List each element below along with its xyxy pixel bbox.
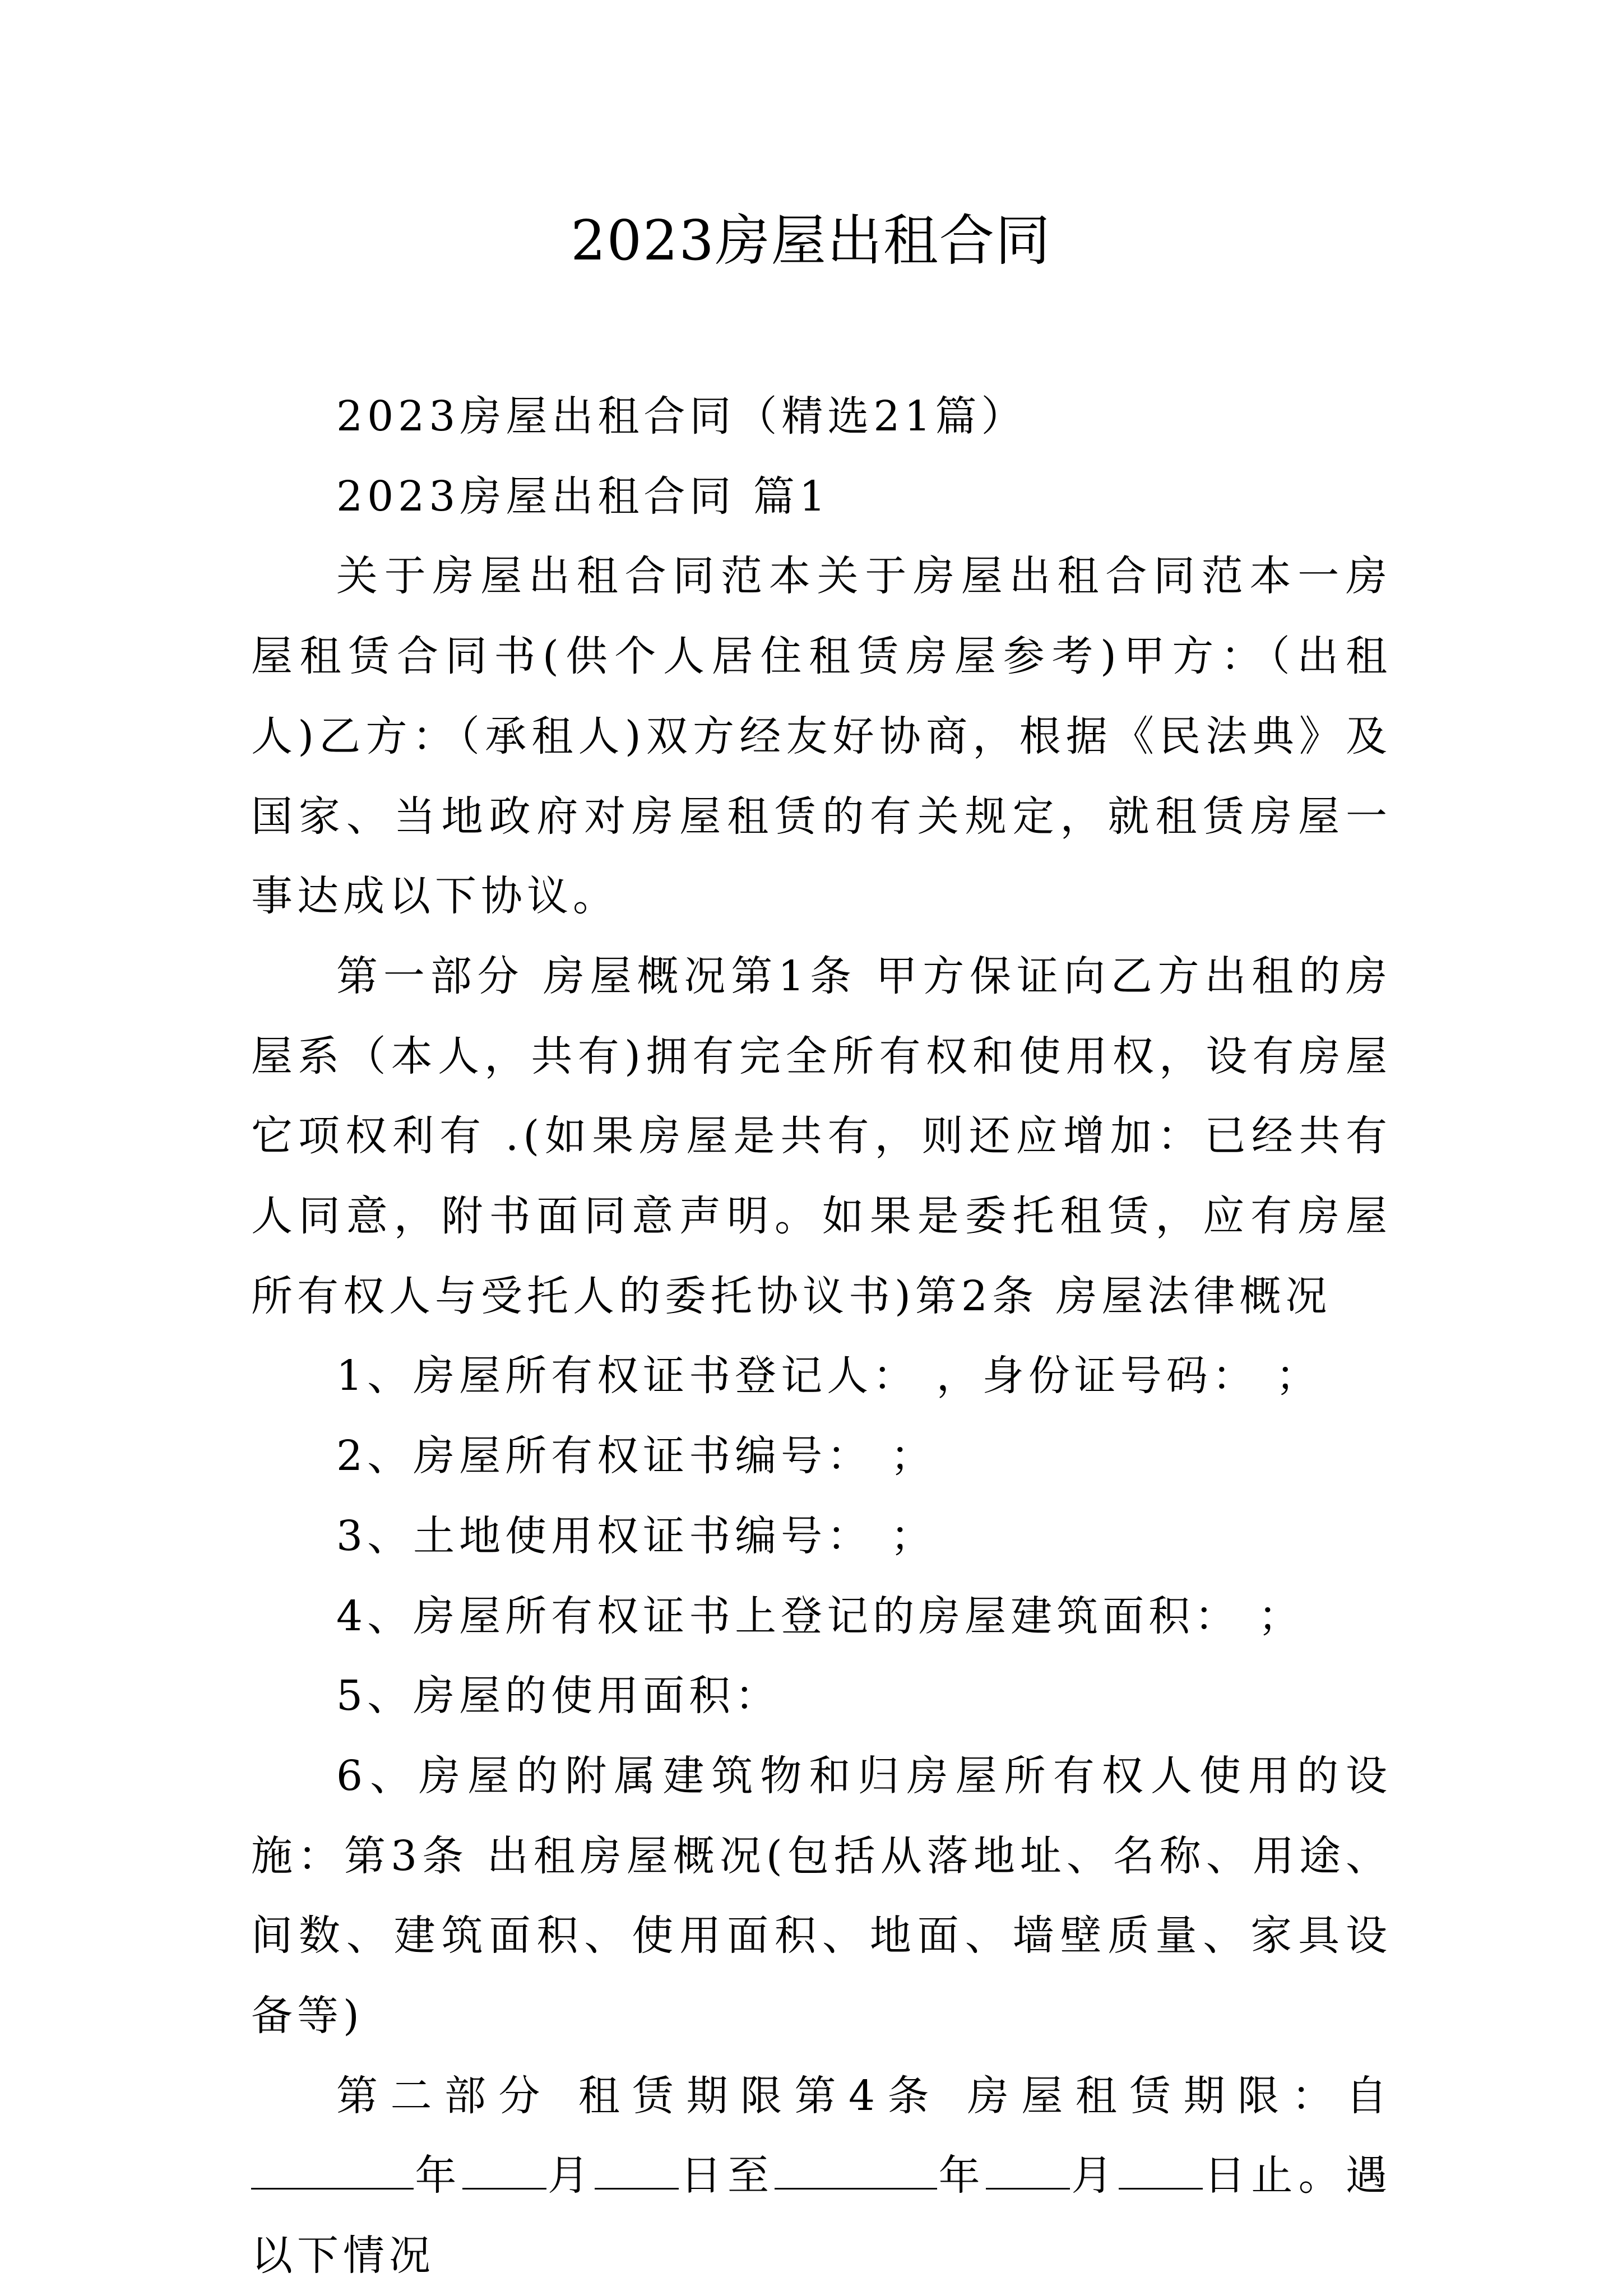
month-label: 月 xyxy=(546,2151,595,2200)
subtitle-paragraph: 2023房屋出租合同（精选21篇） xyxy=(336,392,1027,440)
year-label: 年 xyxy=(937,2151,986,2200)
fill-blank-start-day xyxy=(595,2151,679,2190)
list-item: 2、房屋所有权证书编号： ； xyxy=(336,1432,937,1481)
lease-term-lead: 第二部分 租赁期限第4条 房屋租赁期限：自 xyxy=(336,2071,1392,2120)
body-paragraph: 第一部分 房屋概况第1条 甲方保证向乙方出租的房屋系（本人，共有)拥有完全所有权和使用权，设有房屋它项权利有 .(如果房屋是共有，则还应增加：已经共有人同意，附书面同意声明。如果是委托租赁，应有房屋所有权人与受托人的委托协议书)第2条 房屋法律概况 xyxy=(251,952,1392,1320)
month-label: 月 xyxy=(1070,2151,1119,2200)
list-item: 6、房屋的附属建筑物和归房屋所有权人使用的设施：第3条 出租房屋概况(包括从落地址、名称、用途、间数、建筑面积、使用面积、地面、墙壁质量、家具设备等) xyxy=(251,1751,1392,2040)
document-body xyxy=(251,377,1392,2296)
body-paragraph: 关于房屋出租合同范本关于房屋出租合同范本一房屋租赁合同书(供个人居住租赁房屋参考)甲方：（出租人)乙方：（承租人)双方经友好协商，根据《民法典》及国家、当地政府对房屋租赁的有关规定，就租赁房屋一事达成以下协议。 xyxy=(251,552,1392,921)
section-heading: 2023房屋出租合同 篇1 xyxy=(336,472,830,521)
fill-blank-start-month xyxy=(462,2151,546,2190)
fill-blank-start-year xyxy=(251,2151,414,2190)
fill-blank-end-day xyxy=(1119,2151,1203,2190)
lease-term-tail: 遇以下情况 xyxy=(251,2151,1392,2280)
list-item: 4、房屋所有权证书上登记的房屋建筑面积： ； xyxy=(336,1592,1304,1640)
fill-blank-end-year xyxy=(775,2151,937,2190)
year-label: 年 xyxy=(414,2151,462,2200)
fill-blank-end-month xyxy=(986,2151,1070,2190)
list-item: 1、房屋所有权证书登记人： ，身份证号码： ； xyxy=(336,1352,1322,1400)
list-item: 5、房屋的使用面积： xyxy=(336,1672,781,1720)
day-to-label: 日至 xyxy=(679,2151,775,2200)
list-item: 3、土地使用权证书编号： ； xyxy=(336,1511,937,1560)
document-title: 2023房屋出租合同 xyxy=(571,209,1051,273)
lease-term-paragraph xyxy=(251,2056,1392,2296)
day-end-label: 日止。 xyxy=(1202,2151,1346,2200)
